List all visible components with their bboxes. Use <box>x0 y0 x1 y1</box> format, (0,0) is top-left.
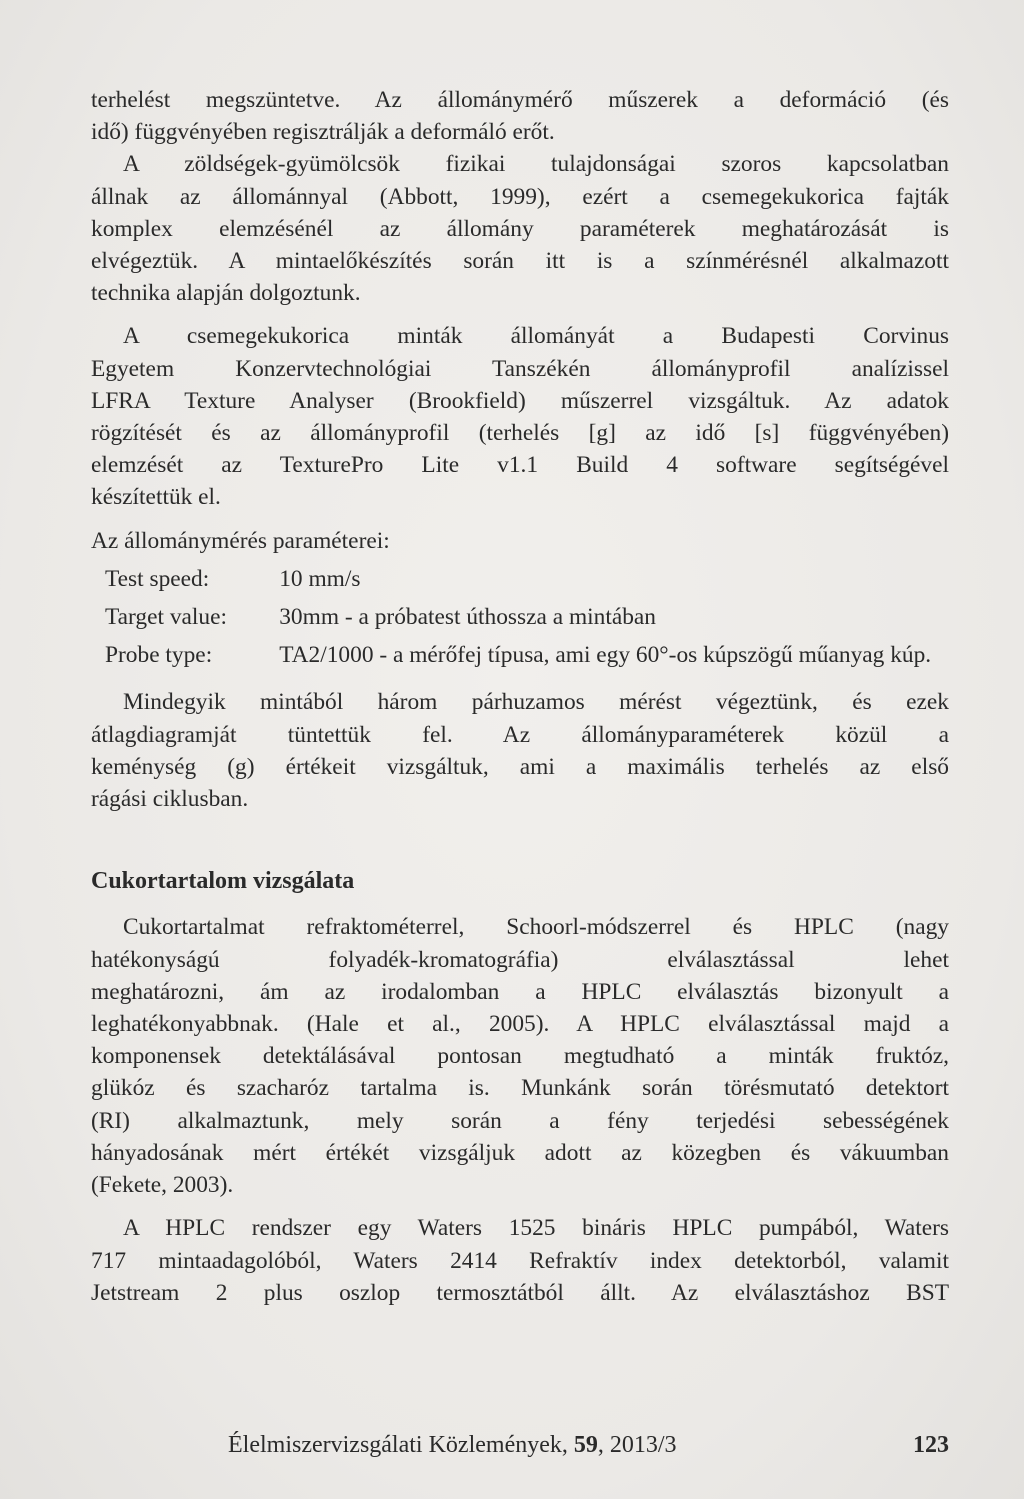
text-line: komponensek detektálásával pontosan megtudható a minták fruktóz, <box>91 1043 949 1070</box>
text-line: leghatékonyabbnak. (Hale et al., 2005). A HPLC elválasztással majd a <box>91 1011 949 1038</box>
text-line: keménység (g) értékeit vizsgáltuk, ami a maximális terhelés az első <box>91 753 949 780</box>
param-value: 10 mm/s <box>279 565 361 592</box>
text-line: Mindegyik mintából három párhuzamos mérést végeztünk, és ezek <box>123 689 949 716</box>
param-row <box>105 599 949 637</box>
param-key: Target value: <box>105 604 227 631</box>
journal-issue: , 2013/3 <box>597 1432 677 1458</box>
text-line: 717 mintaadagolóból, Waters 2414 Refraktív index detektorból, valamit <box>91 1247 949 1274</box>
text-line: Egyetem Konzervtechnológiai Tanszékén állományprofil analízissel <box>91 355 949 382</box>
text-line: hatékonyságú folyadék-kromatográfia) elválasztással lehet <box>91 946 949 973</box>
text-line: (Fekete, 2003). <box>91 1172 234 1199</box>
text-line: A HPLC rendszer egy Waters 1525 bináris HPLC pumpából, Waters <box>123 1215 949 1242</box>
text-line: Cukortartalmat refraktométerrel, Schoorl-módszerrel és HPLC (nagy <box>123 914 949 941</box>
params-table <box>105 561 949 676</box>
text-line: A zöldségek-gyümölcsök fizikai tulajdonságai szoros kapcsolatban <box>123 151 949 178</box>
text-line: rágási ciklusban. <box>91 786 249 813</box>
text-line: rögzítését és az állományprofil (terhelés [g] az idő [s] függvényében) <box>91 420 949 447</box>
text-line: LFRA Texture Analyser (Brookfield) műszerrel vizsgáltuk. Az adatok <box>91 387 949 414</box>
text-line: technika alapján dolgoztunk. <box>91 280 361 307</box>
paragraph-1 <box>91 84 949 148</box>
journal-title: Élelmiszervizsgálati Közlemények, <box>228 1432 574 1458</box>
text-line: idő) függvényében regisztrálják a deformáló erőt. <box>91 119 555 146</box>
text-line: (RI) alkalmaztunk, mely során a fény terjedési sebességének <box>91 1107 949 1134</box>
journal-volume: 59 <box>573 1432 598 1458</box>
param-value: 30mm - a próbatest úthossza a mintában <box>279 604 656 631</box>
text-line: készítettük el. <box>91 484 221 511</box>
param-value: TA2/1000 - a mérőfej típusa, ami egy 60°-os kúpszögű műanyag kúp. <box>279 642 932 669</box>
param-key: Test speed: <box>105 565 210 592</box>
page-content <box>91 84 949 1309</box>
text-line: átlagdiagramját tüntettük fel. Az állományparaméterek közül a <box>91 721 949 748</box>
text-line: terhelést megszüntetve. Az állománymérő műszerek a deformáció (és <box>91 87 949 113</box>
param-row <box>105 637 949 675</box>
text-line: glükóz és szacharóz tartalma is. Munkánk során törésmutató detektort <box>91 1075 949 1102</box>
paragraph-4 <box>91 686 949 815</box>
param-row <box>105 561 949 599</box>
page-number: 123 <box>913 1432 949 1458</box>
text-line: komplex elemzésénél az állomány paraméterek meghatározását is <box>91 215 949 242</box>
paragraph-5 <box>91 911 949 1201</box>
section-heading: Cukortartalom vizsgálata <box>91 868 355 895</box>
paragraph-3 <box>91 320 949 513</box>
text-line: állnak az állománnyal (Abbott, 1999), ezért a csemegekukorica fajták <box>91 183 949 210</box>
text-line: elvégeztük. A mintaelőkészítés során itt is a színmérésnél alkalmazott <box>91 248 949 275</box>
params-intro: Az állománymérés paraméterei: <box>91 527 390 554</box>
paragraph-2 <box>91 148 949 309</box>
text-line: meghatározni, ám az irodalomban a HPLC elválasztás bizonyult a <box>91 978 949 1005</box>
text-line: hányadosának mért értékét vizsgáljuk adott az közegben és vákuumban <box>91 1139 949 1166</box>
paragraph-6 <box>91 1212 949 1309</box>
text-line: Jetstream 2 plus oszlop termosztátból állt. Az elválasztáshoz BST <box>91 1279 949 1306</box>
text-line: elemzését az TexturePro Lite v1.1 Build 4 software segítségével <box>91 452 949 479</box>
param-key: Probe type: <box>105 642 213 669</box>
text-line: A csemegekukorica minták állományát a Budapesti Corvinus <box>123 323 949 350</box>
journal-citation <box>228 1430 677 1460</box>
